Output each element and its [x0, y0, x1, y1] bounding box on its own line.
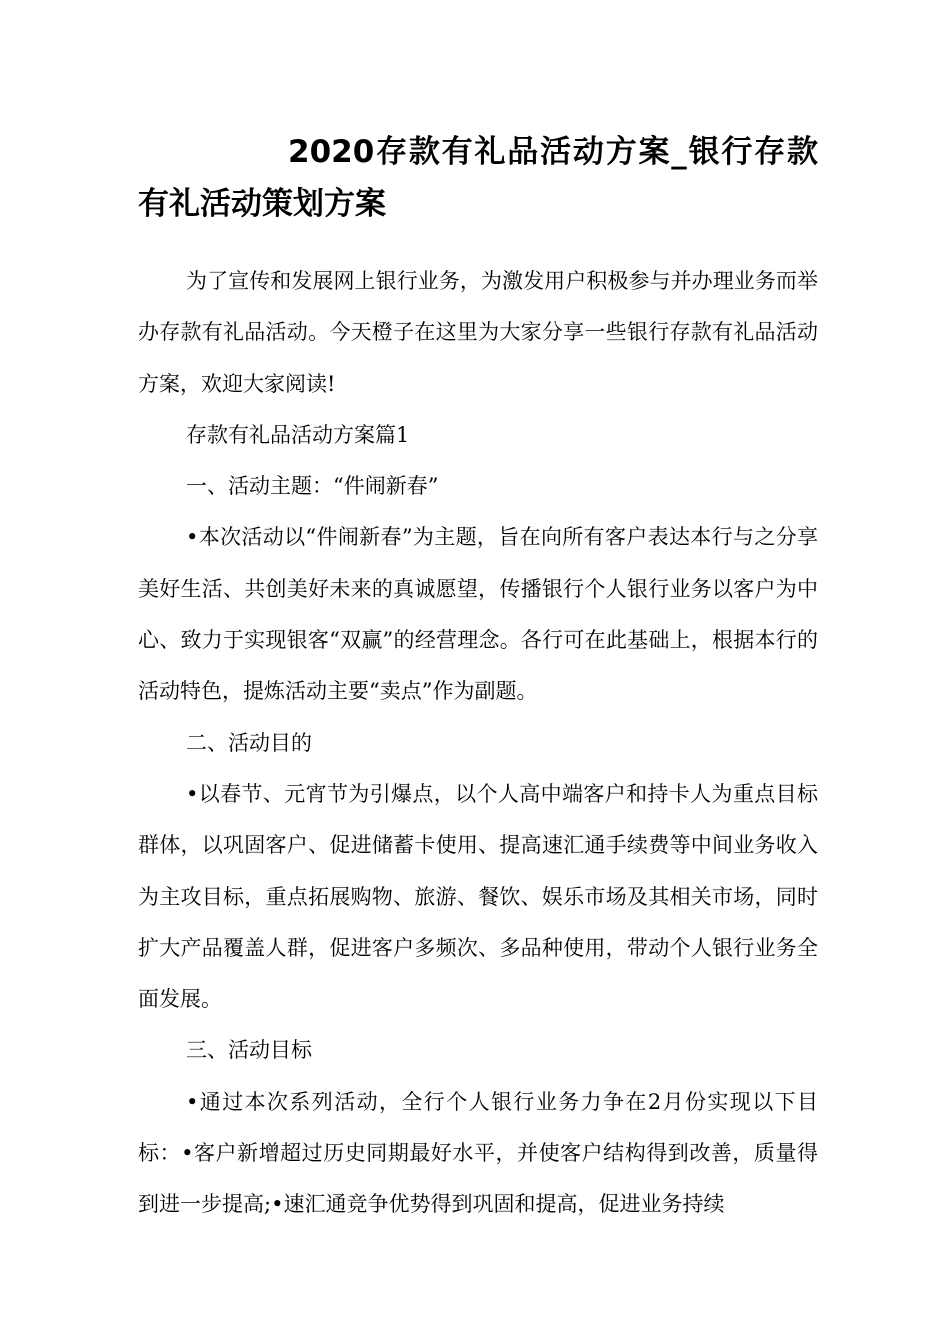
document-title: 2020存款有礼品活动方案_银行存款有礼活动策划方案: [138, 134, 818, 222]
section-heading-goals: 三、活动目标: [186, 1038, 312, 1063]
document-body: [138, 256, 818, 1231]
section-heading-plan-1: 存款有礼品活动方案篇1: [186, 422, 410, 447]
theme-paragraph: •本次活动以“件闹新春”为主题，旨在向所有客户表达本行与之分享美好生活、共创美好未来的真诚愿望，传播银行个人银行业务以客户为中心、致力于实现银客“双赢”的经营理念。各行可在此基础上，根据本行的活动特色，提炼活动主要“卖点”作为副题。: [138, 525, 818, 704]
goals-paragraph: •通过本次系列活动，全行个人银行业务力争在2月份实现以下目标：•客户新增超过历史同期最好水平，并使客户结构得到改善，质量得到进一步提高;•速汇通竞争优势得到巩固和提高，促进业务持续: [138, 1089, 818, 1217]
purpose-paragraph: •以春节、元宵节为引爆点，以个人高中端客户和持卡人为重点目标群体，以巩固客户、促进储蓄卡使用、提高速汇通手续费等中间业务收入为主攻目标，重点拓展购物、旅游、餐饮、娱乐市场及其相关市场，同时扩大产品覆盖人群，促进客户多频次、多品种使用，带动个人银行业务全面发展。: [138, 781, 818, 1012]
section-heading-theme: 一、活动主题：“件闹新春”: [186, 474, 439, 499]
section-heading-purpose: 二、活动目的: [186, 730, 312, 755]
intro-paragraph: 为了宣传和发展网上银行业务，为激发用户积极参与并办理业务而举办存款有礼品活动。今天橙子在这里为大家分享一些银行存款有礼品活动方案，欢迎大家阅读!: [138, 269, 818, 396]
